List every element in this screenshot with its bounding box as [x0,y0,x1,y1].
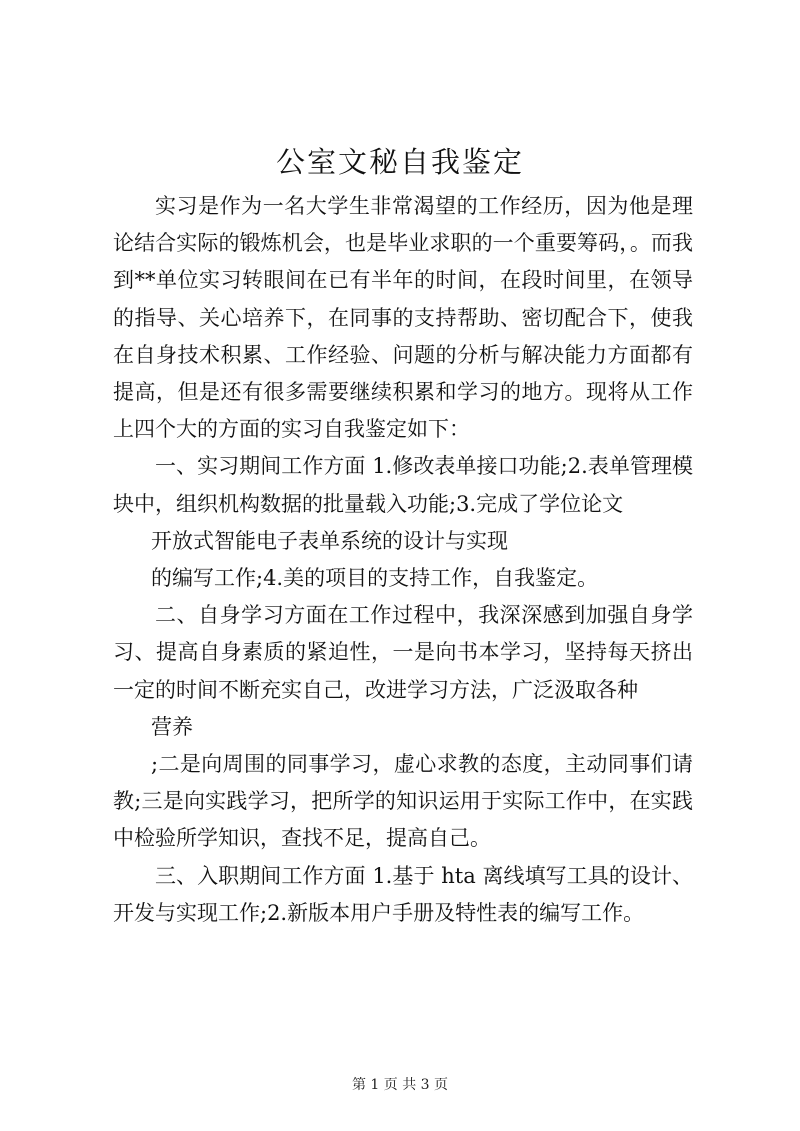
paragraph-thesis-title: 开放式智能电子表单系统的设计与实现 [151,528,508,553]
paragraph-intro: 实习是作为一名大学生非常渴望的工作经历，因为他是理论结合实际的锻炼机会，也是毕业求职的一个重要筹码，。而我到**单位实习转眼间在已有半年的时间，在段时间里，在领导的指导、关心培养下，在同事的支持帮助、密切配合下，使我在自身技术积累、工作经验、问题的分析与解决能力方面都有提高，但是还有很多需要继续积累和学习的地方。现将从工作上四个大的方面的实习自我鉴定如下： [113,194,693,442]
paragraph-nutrition: 营养 [151,714,193,739]
paragraph-study-section: 二、自身学习方面在工作过程中，我深深感到加强自身学习、提高自身素质的紧迫性，一是向书本学习，坚持每天挤出一定的时间不断充实自己，改进学习方法，广泛汲取各种 [113,603,693,702]
paragraph-work-section-3: 三、入职期间工作方面 1.基于 hta 离线填写工具的设计、开发与实现工作;2.新版本用户手册及特性表的编写工作。 [113,863,693,925]
document-title: 公室文秘自我鉴定 [275,145,524,179]
document-body [113,188,693,932]
paragraph-study-section-cont: ;二是向周围的同事学习，虚心求教的态度，主动同事们请教;三是向实践学习，把所学的知识运用于实际工作中，在实践中检验所学知识，查找不足，提高自己。 [113,752,693,851]
paragraph-work-section-1: 一、实习期间工作方面 1.修改表单接口功能;2.表单管理模块中，组织机构数据的批量载入功能;3.完成了学位论文 [113,454,693,516]
page-footer: 第 1 页 共 3 页 [351,1077,449,1093]
paragraph-work-section-1-end: 的编写工作;4.美的项目的支持工作，自我鉴定。 [151,566,599,591]
